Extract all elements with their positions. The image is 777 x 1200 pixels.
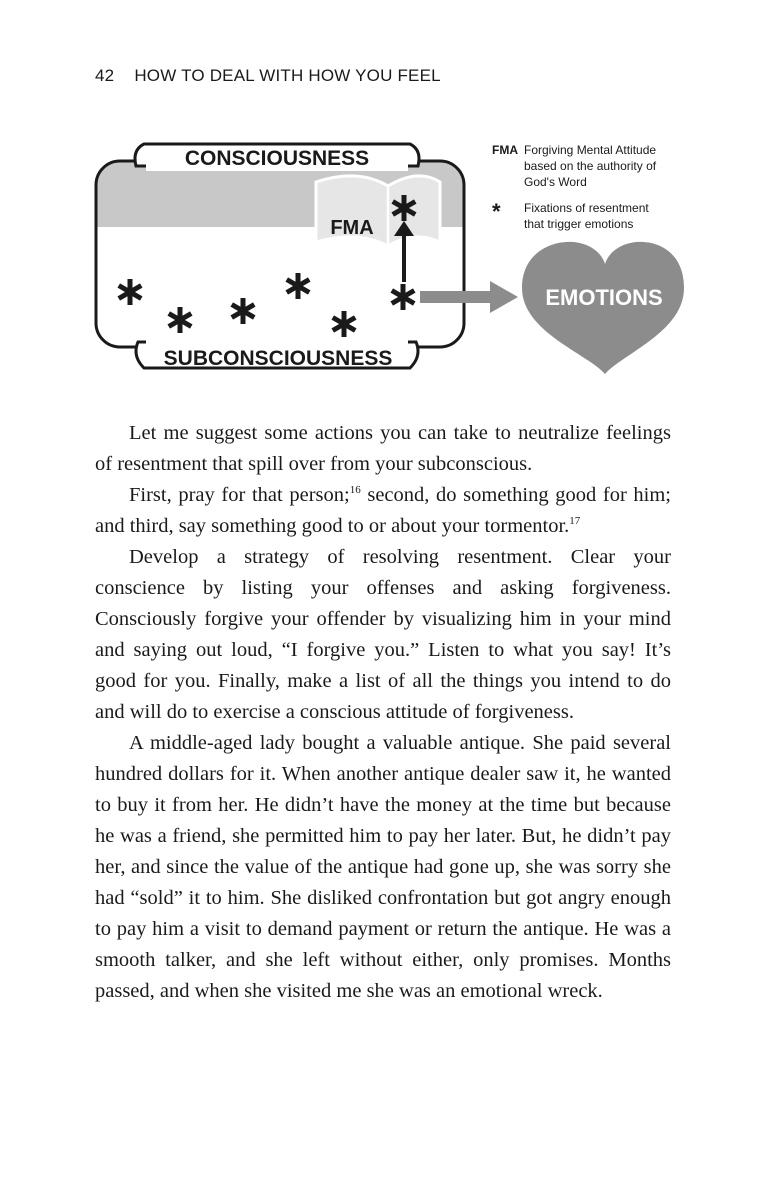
- subconsciousness-label: SUBCONSCIOUSNESS: [163, 347, 393, 370]
- legend-fma-line2: based on the authority of: [524, 159, 657, 173]
- legend: [492, 143, 657, 231]
- emotions-label: EMOTIONS: [545, 285, 663, 310]
- paragraph: A middle-aged lady bought a valuable antique. She paid several hundred dollars for it. When another antique dealer saw it, he wanted to buy it from her. He didn’t have the money at the time but because he was a friend, she permitted him to pay her later. But, he didn’t pay her, and since the value of the antique had gone up, she was sorry she had “sold” it to him. She disliked confrontation but got angry enough to pay him a visit to demand payment or return the antique. He was a smooth talker, and she left without either, only promises. Months passed, and when she visited me she was an emotional wreck.: [95, 732, 671, 1002]
- fma-label: FMA: [330, 217, 374, 239]
- paragraph-text: First, pray for that person;: [129, 484, 350, 506]
- consciousness-label: CONSCIOUSNESS: [184, 147, 370, 170]
- paragraph: [95, 480, 671, 542]
- legend-fma-line1: Forgiving Mental Attitude: [524, 143, 657, 157]
- mind-diagram: [88, 128, 688, 388]
- running-title: HOW TO DEAL WITH HOW YOU FEEL: [134, 66, 441, 85]
- legend-fma-key: FMA: [492, 143, 518, 157]
- paragraph: Develop a strategy of resolving resentment. Clear your conscience by listing your offenses and asking forgiveness. Consciously forgive your offender by visualizing him in your mind and saying out loud, “I forgive you.” Listen to what you say! It’s good for you. Finally, make a list of all the things you intend to do and will do to exercise a conscious attitude of forgiveness.: [95, 546, 671, 723]
- legend-asterisk-line1: Fixations of resentment: [524, 201, 649, 215]
- paragraph: Let me suggest some actions you can take to neutralize feelings of resentment that spill over from your subconscious.: [95, 422, 671, 475]
- legend-asterisk-key: *: [492, 199, 501, 224]
- legend-fma-line3: God's Word: [524, 175, 587, 189]
- legend-asterisk-line2: that trigger emotions: [524, 217, 634, 231]
- page-number: 42: [95, 66, 115, 85]
- footnote-ref[interactable]: 17: [569, 515, 581, 528]
- paragraph-text: second, do something good for him; and third, say something good to or about your tormentor.: [95, 484, 671, 537]
- footnote-ref[interactable]: 16: [349, 484, 361, 497]
- body-text: [95, 418, 671, 1007]
- running-header: [95, 66, 441, 86]
